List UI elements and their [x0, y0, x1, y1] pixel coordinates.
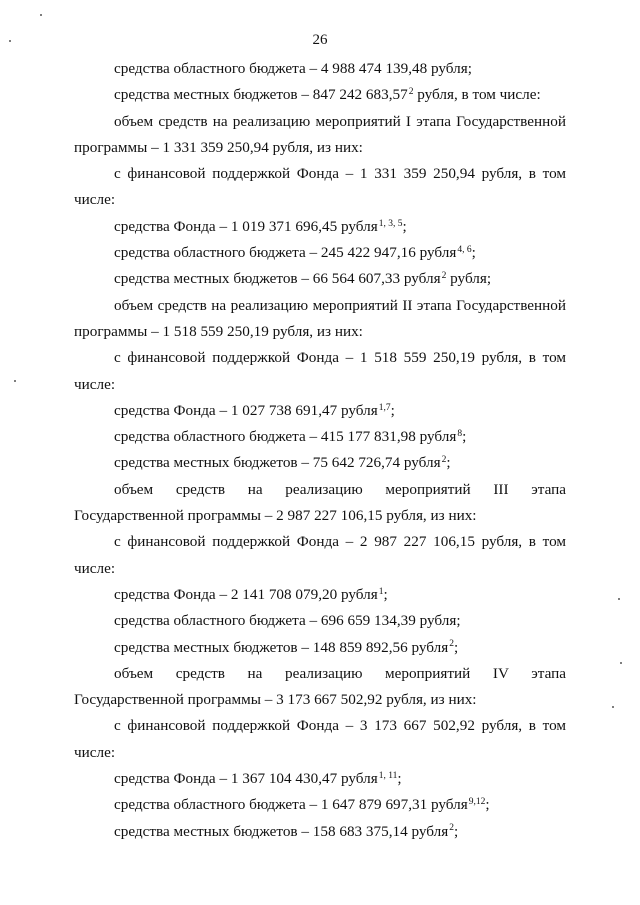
- scan-speck: [40, 14, 42, 16]
- line-text: числе:: [74, 375, 116, 393]
- line-text: с финансовой поддержкой Фонда – 1 331 359 250,94 рубля, в том: [114, 165, 566, 183]
- line-text-tail: ;: [402, 217, 407, 235]
- line-text-tail: ;: [390, 401, 395, 419]
- line-text: средства областного бюджета – 696 659 134,39 рубля;: [114, 612, 461, 630]
- line-text-tail: ;: [453, 638, 459, 656]
- footnote-ref: 1, 11: [378, 770, 398, 781]
- line-text: средства областного бюджета – 1 647 879 697,31 рубля: [114, 796, 468, 814]
- text-line: [74, 424, 566, 450]
- text-line: [74, 766, 566, 792]
- line-text: средства областного бюджета – 415 177 831,98 рубля: [114, 428, 457, 446]
- line-text: средства областного бюджета – 245 422 947,16 рубля: [114, 244, 457, 262]
- line-text: средства местных бюджетов – 847 242 683,57: [114, 86, 408, 104]
- line-text-tail: ;: [471, 244, 476, 262]
- footnote-ref: 1, 3, 5: [378, 218, 403, 229]
- text-line: [74, 529, 566, 555]
- line-text: средства местных бюджетов – 75 642 726,74 рубля: [114, 454, 441, 472]
- line-text: средства областного бюджета – 4 988 474 139,48 рубля;: [114, 60, 472, 77]
- footnote-ref: 2: [449, 823, 454, 834]
- line-text: объем средств на реализацию мероприятий I этапа Государственной: [114, 112, 566, 130]
- text-line: [74, 345, 566, 371]
- line-text: Государственной программы – 2 987 227 106,15 рубля, из них:: [74, 507, 477, 525]
- footnote-ref: 1,7: [378, 402, 391, 413]
- line-text: числе:: [74, 191, 116, 209]
- scan-speck: [618, 598, 620, 600]
- line-text: средства Фонда – 2 141 708 079,20 рубля: [114, 585, 378, 603]
- line-text-tail: ;: [383, 585, 388, 603]
- text-line: [74, 293, 566, 319]
- text-line: [74, 214, 566, 240]
- footnote-ref: 9,12: [468, 797, 486, 808]
- line-text: средства Фонда – 1 019 371 696,45 рубля: [114, 217, 378, 235]
- line-text: объем средств на реализацию мероприятий III этапа: [114, 480, 566, 498]
- scan-speck: [14, 380, 16, 382]
- text-line: [74, 477, 566, 503]
- text-line: [74, 556, 566, 582]
- footnote-ref: 2: [449, 639, 454, 650]
- footnote-ref: 2: [408, 87, 414, 98]
- line-text: числе:: [74, 559, 116, 577]
- text-line: [74, 819, 566, 845]
- text-line: [74, 82, 566, 108]
- text-line: [74, 661, 566, 687]
- text-line: [74, 161, 566, 187]
- line-text: с финансовой поддержкой Фонда – 3 173 667 502,92 рубля, в том: [114, 717, 566, 735]
- text-line: [74, 503, 566, 529]
- text-line: [74, 740, 566, 766]
- line-text: средства Фонда – 1 367 104 430,47 рубля: [114, 770, 378, 788]
- line-text: программы – 1 518 559 250,19 рубля, из них:: [74, 322, 363, 340]
- line-text-tail: ;: [397, 770, 402, 788]
- text-line: [74, 582, 566, 608]
- text-line: [74, 792, 566, 818]
- text-line: [74, 635, 566, 661]
- line-text: средства местных бюджетов – 66 564 607,33 рубля: [114, 270, 441, 288]
- line-text: числе:: [74, 743, 116, 761]
- line-text: средства местных бюджетов – 158 683 375,14 рубля: [114, 822, 449, 840]
- text-line: [74, 687, 566, 713]
- footnote-ref: 1: [378, 586, 384, 597]
- scan-speck: [612, 706, 614, 708]
- text-line: [74, 608, 566, 634]
- scan-speck: [620, 662, 622, 664]
- footnote-ref: 4, 6: [457, 244, 472, 255]
- text-line: [74, 319, 566, 345]
- text-line: [74, 56, 566, 82]
- line-text: средства Фонда – 1 027 738 691,47 рубля: [114, 401, 378, 419]
- line-text: с финансовой поддержкой Фонда – 1 518 559 250,19 рубля, в том: [114, 349, 566, 367]
- line-text-tail: рубля;: [446, 270, 492, 288]
- line-text-tail: ;: [462, 428, 467, 446]
- line-text-tail: ;: [485, 796, 490, 814]
- line-text-tail: ;: [446, 454, 451, 472]
- text-line: [74, 135, 566, 161]
- page-number: 26: [312, 32, 328, 48]
- text-line: [74, 398, 566, 424]
- text-line: [74, 450, 566, 476]
- text-line: [74, 713, 566, 739]
- footnote-ref: 8: [457, 428, 463, 439]
- line-text: объем средств на реализацию мероприятий IV этапа: [114, 664, 566, 682]
- line-text-tail: рубля, в том числе:: [413, 86, 541, 104]
- line-text-tail: ;: [453, 822, 459, 840]
- footnote-ref: 2: [441, 455, 447, 466]
- line-text: Государственной программы – 3 173 667 502,92 рубля, из них:: [74, 691, 477, 709]
- footnote-ref: 2: [441, 271, 447, 282]
- text-line: [74, 372, 566, 398]
- text-line: [74, 240, 566, 266]
- line-text: объем средств на реализацию мероприятий II этапа Государственной: [114, 296, 566, 314]
- document-body: [74, 56, 566, 845]
- text-line: [74, 187, 566, 213]
- line-text: средства местных бюджетов – 148 859 892,56 рубля: [114, 638, 449, 656]
- text-line: [74, 266, 566, 292]
- line-text: с финансовой поддержкой Фонда – 2 987 227 106,15 рубля, в том: [114, 533, 566, 551]
- line-text: программы – 1 331 359 250,94 рубля, из них:: [74, 138, 363, 156]
- text-line: [74, 109, 566, 135]
